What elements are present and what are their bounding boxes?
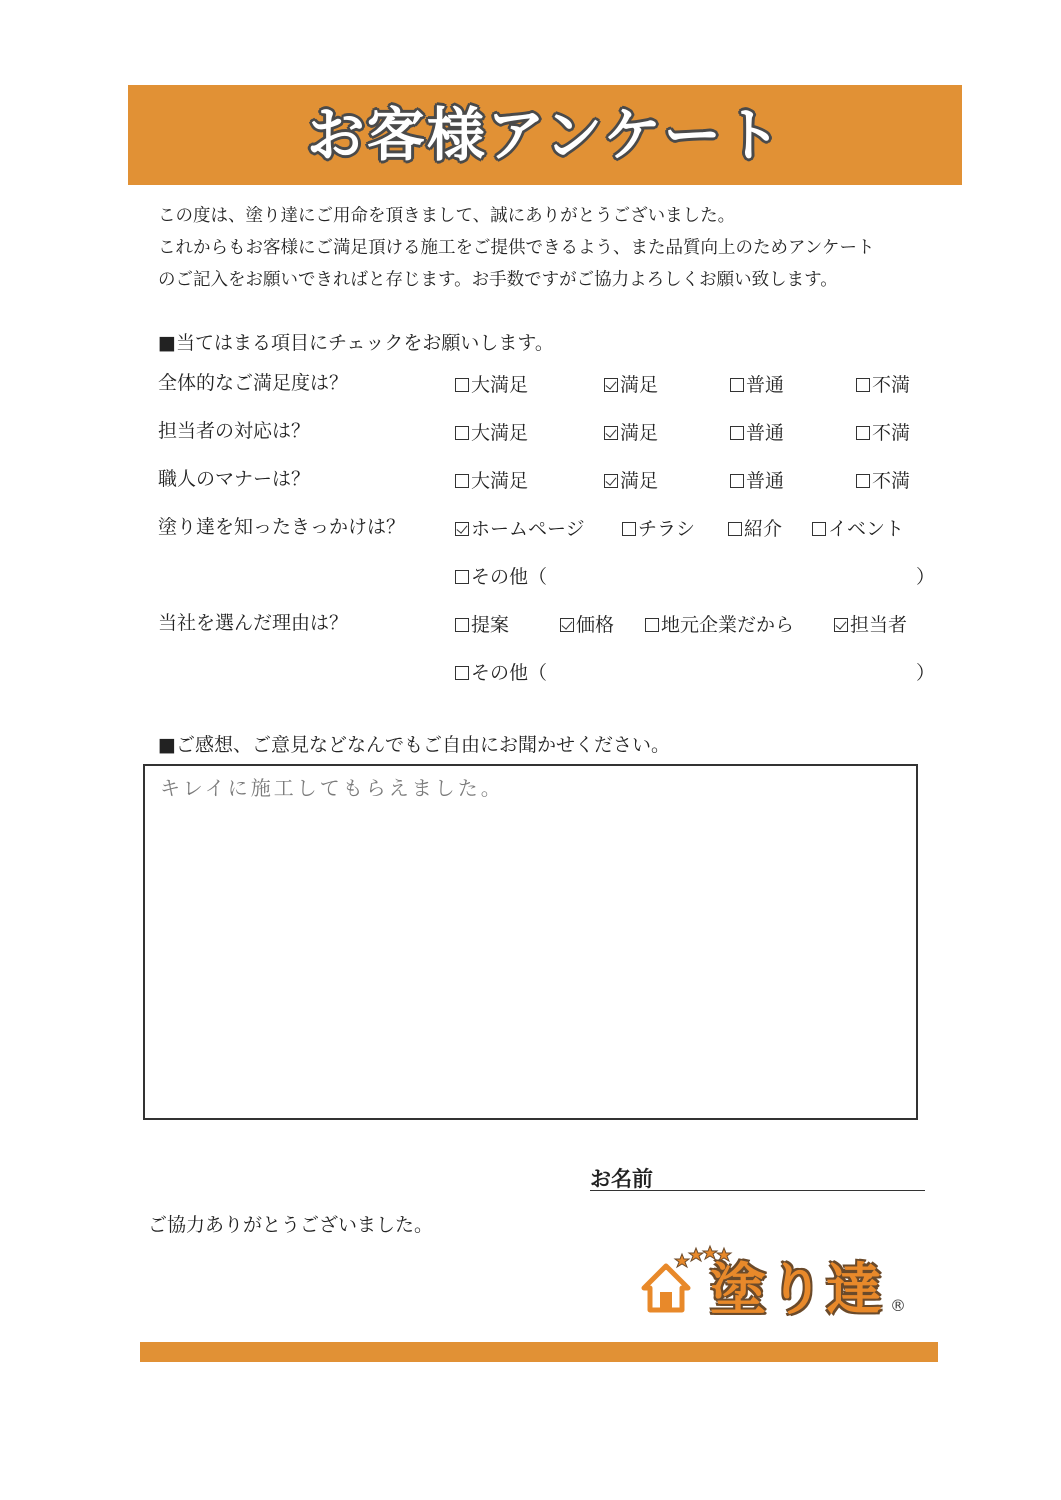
option-checkbox[interactable]: イベント: [812, 514, 904, 541]
checkbox-icon: [730, 378, 744, 392]
option-checkbox-other[interactable]: その他（: [455, 658, 547, 685]
option-checkbox[interactable]: 普通: [730, 418, 784, 445]
option-checkbox[interactable]: 不満: [856, 418, 910, 445]
question-overall-label: 全体的なご満足度は？: [158, 372, 349, 394]
option-checkbox[interactable]: 満足: [604, 418, 658, 445]
checkbox-icon: [455, 378, 469, 392]
option-checkbox[interactable]: 普通: [730, 370, 784, 397]
option-checkbox[interactable]: 満足: [604, 466, 658, 493]
option-checkbox[interactable]: 不満: [856, 466, 910, 493]
comment-text: キレイに施工してもらえました。: [160, 776, 504, 800]
option-checkbox[interactable]: 不満: [856, 370, 910, 397]
close-paren: ）: [916, 662, 936, 684]
option-checkbox-other[interactable]: その他（: [455, 562, 547, 589]
checkbox-icon: [856, 378, 870, 392]
option-checkbox[interactable]: 普通: [730, 466, 784, 493]
checkbox-icon: [812, 522, 826, 536]
page-title: お客様アンケート: [306, 101, 784, 169]
checkbox-icon: [455, 618, 469, 632]
checkbox-icon: [455, 666, 469, 680]
question-source-label: 塗り達を知ったきっかけは？: [158, 516, 406, 538]
checkbox-icon: [455, 570, 469, 584]
checkbox-icon: [730, 474, 744, 488]
checked-checkbox-icon: [834, 618, 848, 632]
name-label: お名前: [590, 1167, 653, 1191]
section-heading-checklist: ■当てはまる項目にチェックをお願いします。: [158, 332, 554, 354]
checkbox-icon: [730, 426, 744, 440]
question-craftsman-label: 職人のマナーは？: [158, 468, 311, 490]
intro-line: これからもお客様にご満足頂ける施工をご提供できるよう、また品質向上のためアンケート: [158, 238, 875, 258]
option-checkbox[interactable]: チラシ: [622, 514, 695, 541]
logo-text: 塗り達: [710, 1258, 884, 1323]
option-checkbox[interactable]: 価格: [560, 610, 614, 637]
footer-bar: [140, 1342, 938, 1362]
intro-line: この度は、塗り達にご用命を頂きまして、誠にありがとうございました。: [158, 206, 736, 226]
question-staff-label: 担当者の対応は？: [158, 420, 311, 442]
option-checkbox[interactable]: 大満足: [455, 370, 528, 397]
checked-checkbox-icon: [560, 618, 574, 632]
registered-mark: ®: [890, 1296, 906, 1315]
option-checkbox[interactable]: 大満足: [455, 466, 528, 493]
checkbox-icon: [645, 618, 659, 632]
option-checkbox[interactable]: 提案: [455, 610, 509, 637]
checkbox-icon: [455, 426, 469, 440]
option-checkbox[interactable]: 大満足: [455, 418, 528, 445]
checkbox-icon: [856, 426, 870, 440]
checked-checkbox-icon: [604, 426, 618, 440]
comment-textarea[interactable]: [143, 764, 918, 1120]
option-checkbox[interactable]: 担当者: [834, 610, 907, 637]
checked-checkbox-icon: [604, 378, 618, 392]
checked-checkbox-icon: [604, 474, 618, 488]
option-checkbox[interactable]: 満足: [604, 370, 658, 397]
close-paren: ）: [916, 566, 936, 588]
section-heading-comments: ■ご感想、ご意見などなんでもご自由にお聞かせください。: [158, 734, 670, 756]
thanks-text: ご協力ありがとうございました。: [148, 1214, 434, 1236]
checked-checkbox-icon: [455, 522, 469, 536]
checkbox-icon: [856, 474, 870, 488]
name-field[interactable]: [590, 1190, 925, 1191]
checkbox-icon: [622, 522, 636, 536]
option-checkbox[interactable]: 地元企業だから: [645, 610, 794, 637]
checkbox-icon: [455, 474, 469, 488]
intro-text: [158, 200, 938, 296]
question-reason-label: 当社を選んだ理由は？: [158, 612, 349, 634]
option-checkbox[interactable]: 紹介: [728, 514, 782, 541]
brand-logo: [638, 1238, 913, 1328]
intro-line: のご記入をお願いできればと存じます。お手数ですがご協力よろしくお願い致します。: [158, 270, 838, 290]
option-checkbox[interactable]: ホームページ: [455, 514, 585, 541]
checkbox-icon: [728, 522, 742, 536]
